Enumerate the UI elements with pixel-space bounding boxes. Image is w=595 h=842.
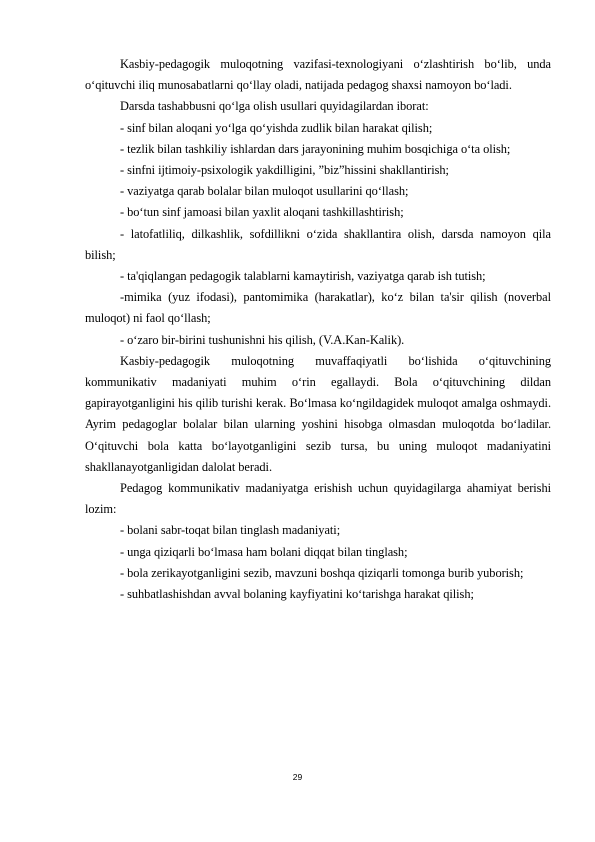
list-item: - o‘zaro bir-birini tushunishni his qilish, (V.A.Kan-Kalik). [120, 332, 405, 347]
paragraph-requirements: Pedagog kommunikativ madaniyatga erishish uchun quyidagilarga ahamiyat berishi lozim: [85, 481, 551, 517]
paragraph-initiative-methods: Darsda tashabbusni qo‘lga olish usullari quyidagilardan iborat: [120, 99, 429, 114]
list-item: - sinf bilan aloqani yo‘lga qo‘yishda zudlik bilan harakat qilish; [120, 120, 433, 135]
page-number: 29 [292, 772, 303, 782]
paragraph-communicative-culture: Kasbiy-pedagogik muloqotning muvaffaqiyatli bo‘lishida o‘qituvchining kommunikativ madaniyati muhim o‘rin egallaydi. Bola o‘qituvchining dildan gapirayotganligini his qilib turishi kerak. Bo‘lmasa ko‘ngildagidek muloqot amalga oshmaydi. Ayrim pedagoglar bolalar bilan ularning yoshini hisobga olmasdan muloqotda bo‘ladilar. O‘qituvchi bola katta bo‘layotganligini sezib tursa, bu uning muloqot madaniyatini shakllanayotganligidan dalolat beradi. [85, 353, 551, 474]
list-item: - bola zerikayotganligini sezib, mavzuni boshqa qiziqarli tomonga burib yuborish; [120, 565, 524, 580]
list-item: - ta'qiqlangan pedagogik talablarni kamaytirish, vaziyatga qarab ish tutish; [120, 269, 486, 284]
list-item: - tezlik bilan tashkiliy ishlardan dars jarayonining muhim bosqichiga o‘ta olish; [120, 141, 511, 156]
list-item: - unga qiziqarli bo‘lmasa ham bolani diqqat bilan tinglash; [120, 544, 408, 559]
list-item: - bo‘tun sinf jamoasi bilan yaxlit aloqani tashkillashtirish; [120, 205, 404, 220]
list-item: - vaziyatga qarab bolalar bilan muloqot usullarini qo‘llash; [120, 184, 409, 199]
list-item: - sinfni ijtimoiy-psixologik yakdilligini, ”biz”hissini shakllantirish; [120, 163, 449, 178]
list-item: - bolani sabr-toqat bilan tinglash madaniyati; [120, 523, 341, 538]
paragraph-intro: Kasbiy-pedagogik muloqotning vazifasi-texnologiyani o‘zlashtirish bo‘lib, unda o‘qituvchi iliq munosabatlarni qo‘llay oladi, natijada pedagog shaxsi namoyon bo‘ladi. [85, 57, 551, 93]
list-item: -mimika (yuz ifodasi), pantomimika (harakatlar), ko‘z bilan ta'sir qilish (noverbal muloqot) ni faol qo‘llash; [85, 290, 551, 326]
page-body [85, 54, 551, 605]
list-item: - latofatliliq, dilkashlik, sofdillikni o‘zida shakllantira olish, darsda namoyon qila bilish; [85, 226, 551, 262]
list-item: - suhbatlashishdan avval bolaning kayfiyatini ko‘tarishga harakat qilish; [120, 587, 474, 602]
